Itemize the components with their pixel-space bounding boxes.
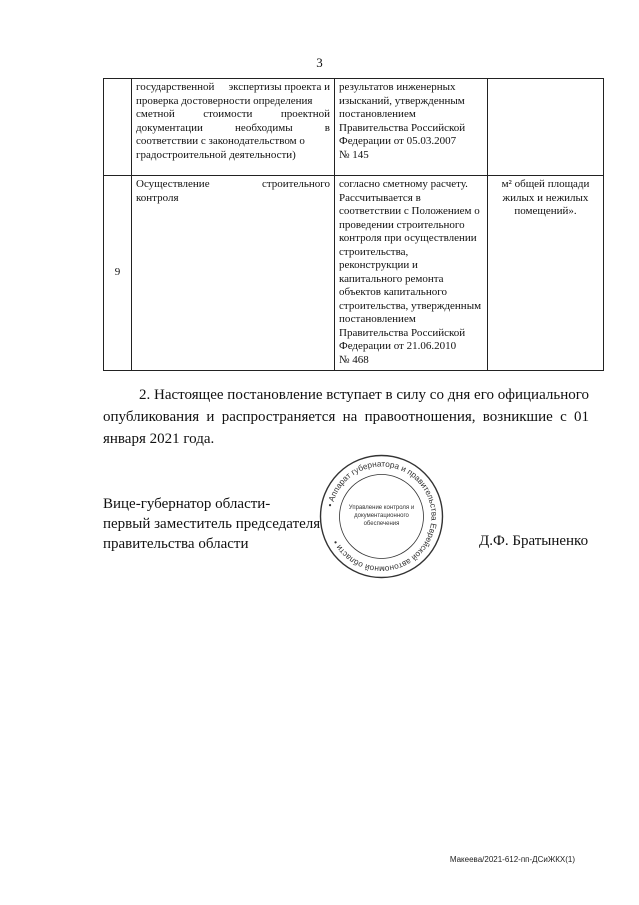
seal-center-line: обеспечения: [363, 521, 400, 527]
official-seal: [318, 453, 445, 580]
signatory-title: [103, 494, 320, 554]
unit-cell: м² общей площади жилых и нежилых помещений».: [488, 176, 604, 371]
row-number: [104, 79, 132, 176]
table-row: [104, 79, 604, 176]
seal-center-line: Управление контроля и: [348, 505, 415, 511]
document-reference: Макеева/2021-612-пп-ДСиЖКХ(1): [449, 855, 575, 864]
unit-cell: [488, 79, 604, 176]
signatory-name: Д.Ф. Братыненко: [479, 533, 589, 549]
page-number: 3: [316, 55, 323, 70]
signatory-title-line: Вице-губернатор области-: [103, 496, 271, 512]
calculation-method: результатов инженерных изысканий, утвержденным постановлением Правительства Российской Федерации от 05.03.2007 № 145: [335, 79, 488, 176]
tariff-table: [103, 78, 604, 371]
signatory-title-line: правительства области: [103, 536, 249, 552]
calculation-method: согласно сметному расчету. Рассчитывается в соответствии с Положением о проведении строительного контроля при осуществлении строительства, реконструкции и капитального ремонта объектов капитального строительства, утвержденным постановлением Правительства Российской Федерации от 21.06.2010 № 468: [335, 176, 488, 371]
seal-ring-text: • Аппарат губернатора и правительства Еврейской автономной области •: [325, 459, 439, 574]
service-description: Осуществление строительного контроля: [132, 176, 335, 371]
service-description: государственной экспертизы проекта и проверка достоверности определения сметной стоимости проектной документации необходимы в соответствии с законодательством о градостроительной деятельности): [132, 79, 335, 176]
signatory-title-line: первый заместитель председателя: [103, 516, 321, 532]
seal-center-line: документационного: [354, 513, 409, 519]
row-number: 9: [104, 176, 132, 371]
effective-date-paragraph: 2. Настоящее постановление вступает в силу со дня его официального опубликования и распространяется на правоотношения, возникшие с 01 января 2021 года.: [103, 387, 589, 447]
table-row: [104, 176, 604, 371]
